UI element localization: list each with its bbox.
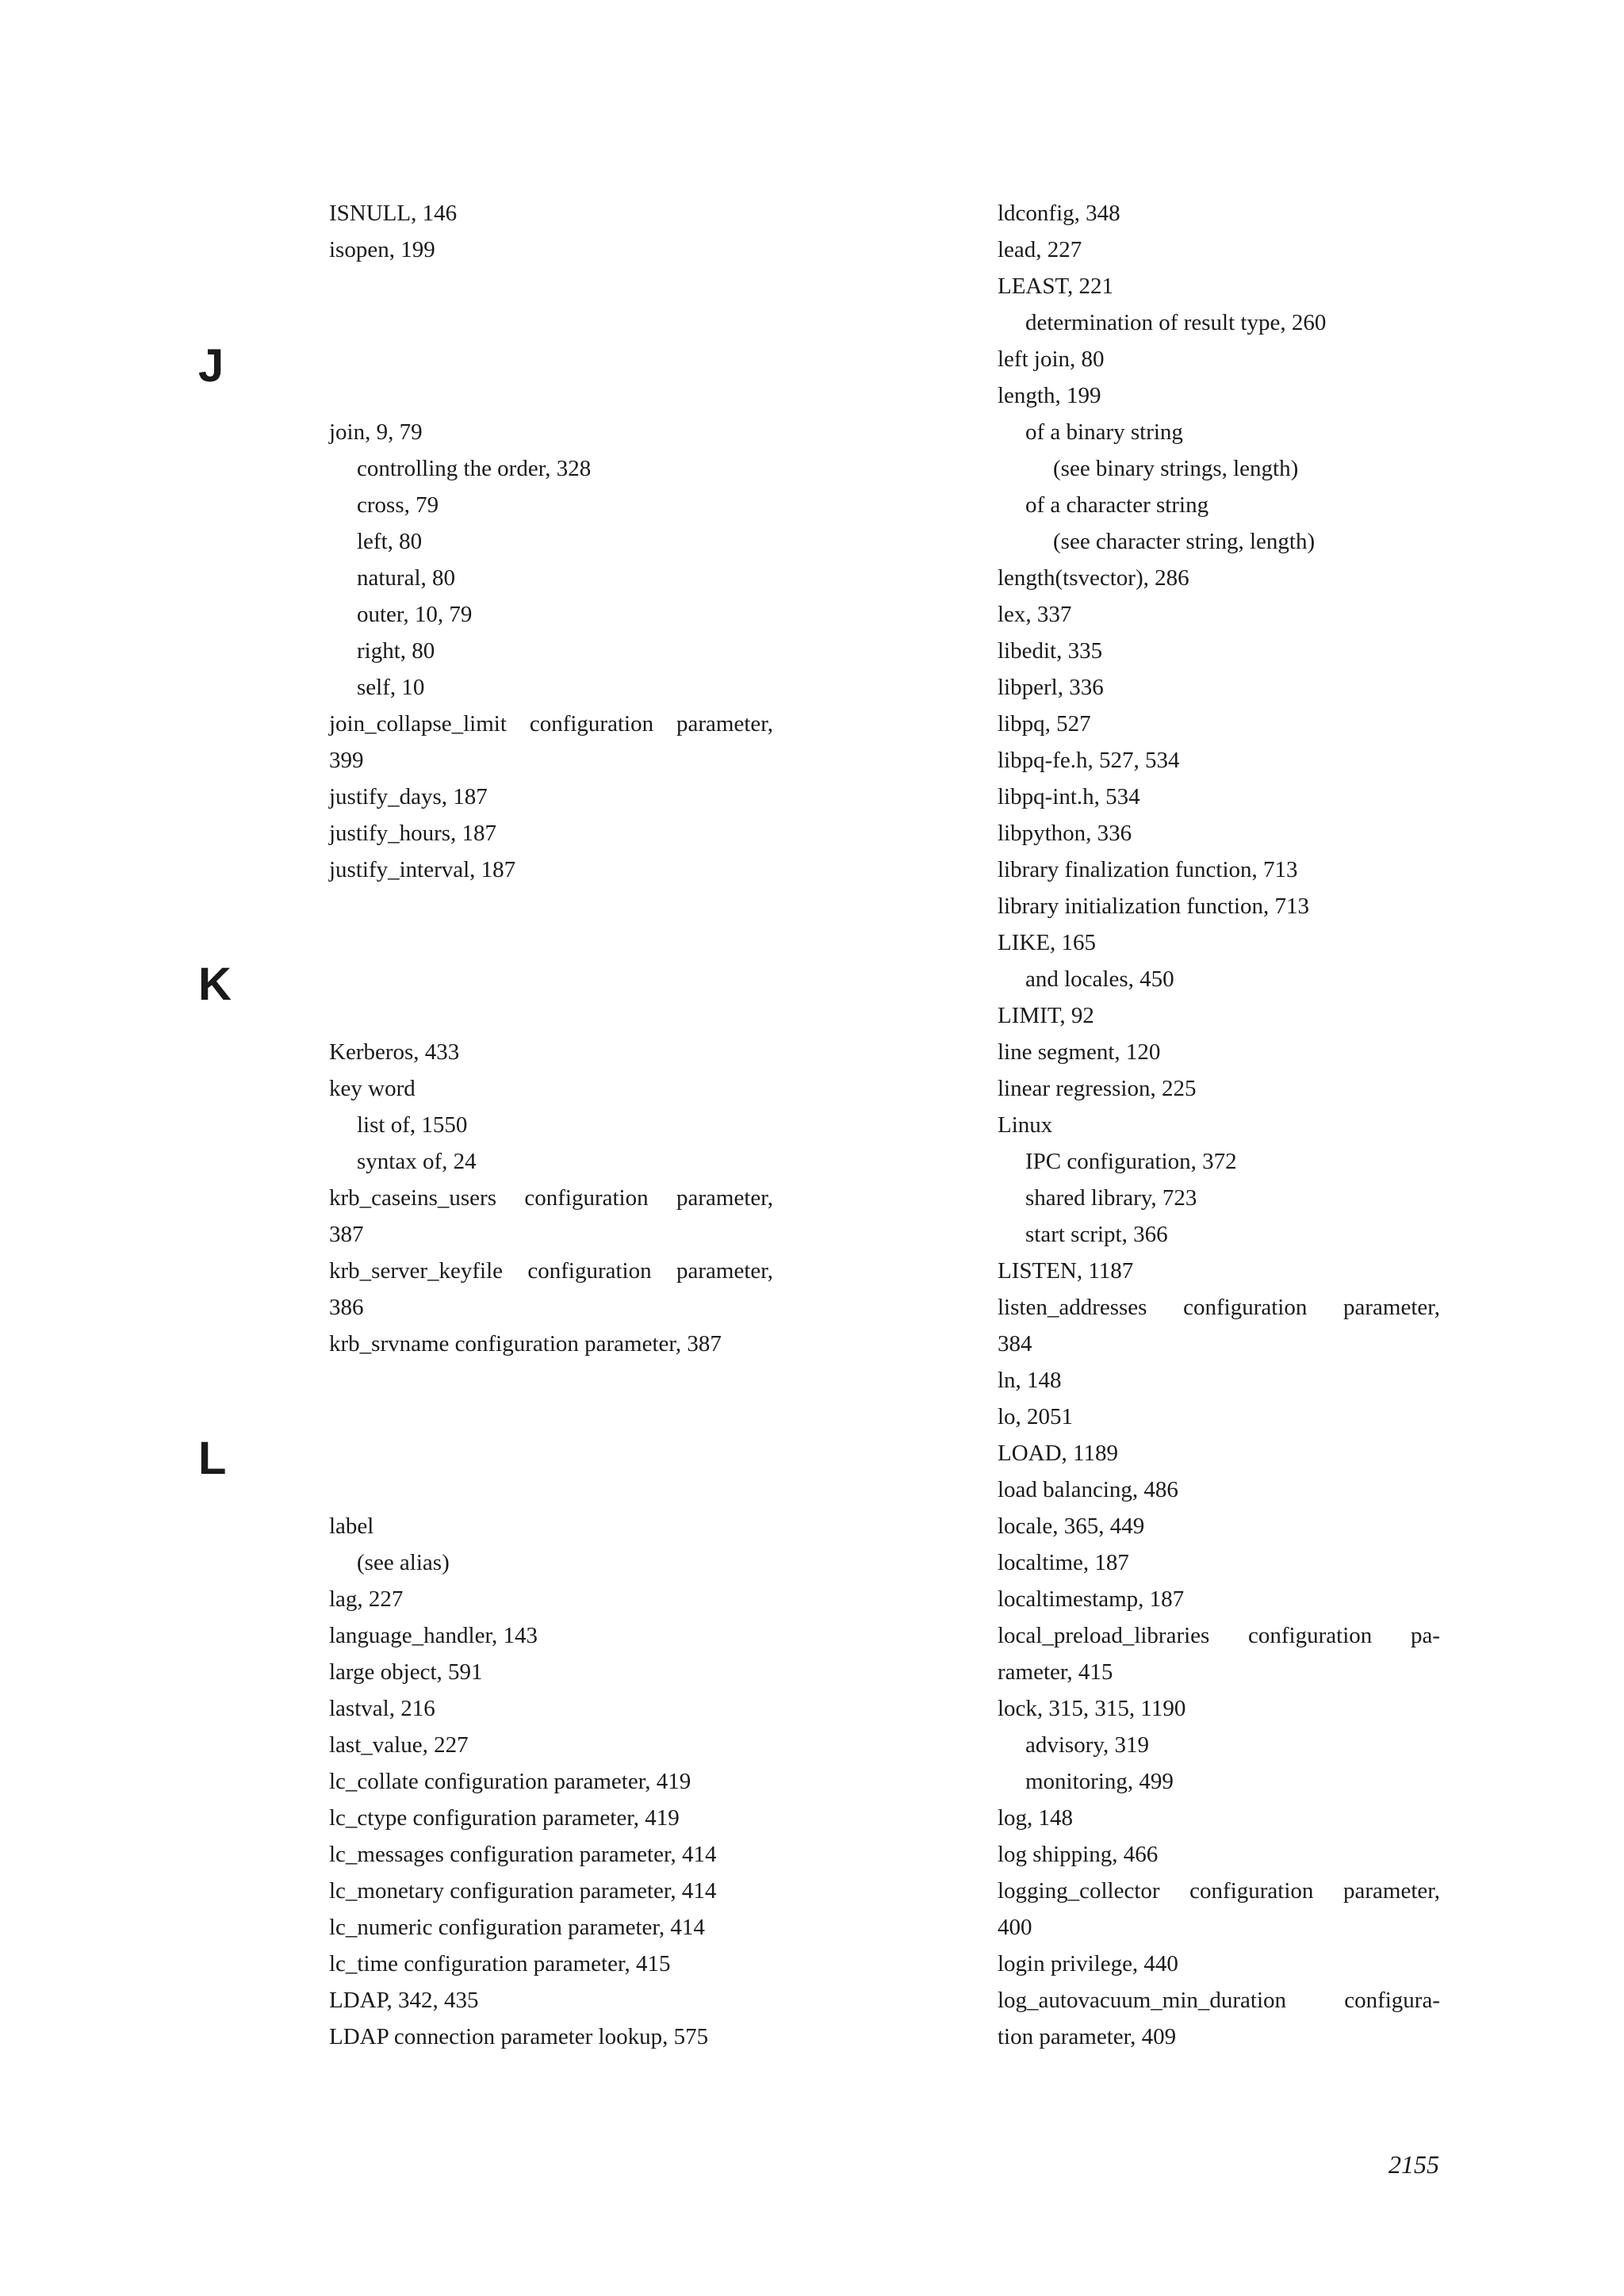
index-entry: log, 148 [998, 1805, 1074, 1831]
index-subentry: (see binary strings, length) [1053, 456, 1299, 481]
index-entry: large object, 591 [329, 1659, 483, 1685]
index-entry: LISTEN, 1187 [998, 1258, 1134, 1284]
section-spacer [329, 268, 773, 304]
index-entry: LEAST, 221 [998, 274, 1114, 299]
index-subentry: and locales, 450 [1025, 966, 1174, 992]
index-entry: lo, 2051 [998, 1404, 1074, 1429]
index-subentry: self, 10 [357, 675, 425, 700]
index-entry: Kerberos, 433 [329, 1039, 460, 1065]
index-entry: libpython, 336 [998, 821, 1132, 846]
index-subentry: list of, 1550 [357, 1112, 468, 1138]
index-entry: libpq-fe.h, 527, 534 [998, 748, 1180, 773]
index-entry: logging_collector configuration parameter, [998, 1878, 1440, 1904]
index-entry: language_handler, 143 [329, 1623, 538, 1648]
index-entry: 399 [329, 748, 364, 773]
index-entry: ldconfig, 348 [998, 201, 1120, 226]
section-spacer [329, 1362, 773, 1399]
index-entry: lex, 337 [998, 602, 1072, 627]
index-entry: local_preload_libraries configuration pa- [998, 1623, 1440, 1648]
index-subentry: of a binary string [1025, 419, 1183, 445]
index-subentry: controlling the order, 328 [357, 456, 592, 481]
section-spacer [329, 1471, 773, 1508]
index-subentry: (see character string, length) [1053, 529, 1316, 554]
index-entry: libpq-int.h, 534 [998, 784, 1140, 809]
section-letter-l: L [198, 1433, 227, 1484]
index-subentry: advisory, 319 [1025, 1732, 1149, 1758]
index-column-left [329, 195, 773, 2055]
section-letter-k: K [198, 959, 232, 1010]
index-entry: justify_interval, 187 [329, 857, 516, 882]
section-spacer [329, 377, 773, 414]
index-entry: krb_srvname configuration parameter, 387 [329, 1331, 722, 1357]
index-entry: lag, 227 [329, 1586, 404, 1612]
index-entry: libedit, 335 [998, 638, 1103, 664]
index-entry: LIMIT, 92 [998, 1003, 1094, 1028]
page-number: 2155 [1388, 2150, 1439, 2179]
index-entry: lead, 227 [998, 237, 1082, 262]
index-entry: log_autovacuum_min_duration configura- [998, 1988, 1440, 2013]
index-entry: ln, 148 [998, 1368, 1062, 1393]
index-entry: lc_messages configuration parameter, 414 [329, 1842, 717, 1867]
index-entry: lc_ctype configuration parameter, 419 [329, 1805, 680, 1831]
index-entry: LDAP, 342, 435 [329, 1988, 479, 2013]
index-entry: isopen, 199 [329, 237, 435, 262]
section-spacer [329, 341, 773, 377]
index-entry: Linux [998, 1112, 1053, 1138]
index-entry: listen_addresses configuration parameter, [998, 1295, 1440, 1320]
index-entry: log shipping, 466 [998, 1842, 1159, 1867]
index-subentry: (see alias) [357, 1550, 450, 1575]
index-entry: krb_caseins_users configuration parameter, [329, 1185, 773, 1211]
index-entry: lc_numeric configuration parameter, 414 [329, 1915, 705, 1940]
index-entry: localtime, 187 [998, 1550, 1129, 1575]
index-entry: justify_hours, 187 [329, 821, 497, 846]
index-subentry: determination of result type, 260 [1025, 310, 1327, 335]
index-entry: library initialization function, 713 [998, 894, 1310, 919]
index-entry: justify_days, 187 [329, 784, 488, 809]
index-entry: login privilege, 440 [998, 1951, 1178, 1976]
index-entry: ISNULL, 146 [329, 201, 458, 226]
index-entry: LOAD, 1189 [998, 1441, 1118, 1466]
section-spacer [329, 961, 773, 997]
index-subentry: cross, 79 [357, 492, 439, 518]
index-entry: tion parameter, 409 [998, 2024, 1177, 2049]
index-entry: left join, 80 [998, 346, 1105, 372]
section-spacer [329, 924, 773, 961]
index-entry: lock, 315, 315, 1190 [998, 1696, 1186, 1721]
index-subentry: right, 80 [357, 638, 435, 664]
index-entry: line segment, 120 [998, 1039, 1161, 1065]
index-entry: localtimestamp, 187 [998, 1586, 1185, 1612]
index-entry: locale, 365, 449 [998, 1513, 1145, 1539]
section-letter-j: J [198, 340, 224, 392]
index-entry: linear regression, 225 [998, 1076, 1197, 1101]
index-subentry: shared library, 723 [1025, 1185, 1197, 1211]
index-entry: LIKE, 165 [998, 930, 1097, 955]
index-subentry: left, 80 [357, 529, 423, 554]
index-entry: 387 [329, 1222, 364, 1247]
index-column-right [998, 195, 1440, 2055]
index-entry: LDAP connection parameter lookup, 575 [329, 2024, 709, 2049]
index-entry: libperl, 336 [998, 675, 1104, 700]
section-spacer [329, 1435, 773, 1471]
index-subentry: outer, 10, 79 [357, 602, 473, 627]
index-entry: library finalization function, 713 [998, 857, 1298, 882]
index-entry: join_collapse_limit configuration parameter, [329, 711, 773, 737]
index-entry: load balancing, 486 [998, 1477, 1178, 1502]
index-entry: last_value, 227 [329, 1732, 469, 1758]
index-entry: 386 [329, 1295, 364, 1320]
index-subentry: natural, 80 [357, 565, 456, 591]
index-subentry: monitoring, 499 [1025, 1769, 1174, 1794]
index-entry: length(tsvector), 286 [998, 565, 1189, 591]
section-spacer [329, 304, 773, 341]
index-subentry: IPC configuration, 372 [1025, 1149, 1237, 1174]
index-entry: lc_collate configuration parameter, 419 [329, 1769, 691, 1794]
index-entry: key word [329, 1076, 416, 1101]
index-entry: label [329, 1513, 374, 1539]
index-entry: join, 9, 79 [329, 419, 423, 445]
index-entry: 384 [998, 1331, 1032, 1357]
index-entry: lc_monetary configuration parameter, 414 [329, 1878, 717, 1904]
section-spacer [329, 888, 773, 924]
index-subentry: syntax of, 24 [357, 1149, 477, 1174]
index-entry: length, 199 [998, 383, 1101, 408]
index-subentry: of a character string [1025, 492, 1209, 518]
index-subentry: start script, 366 [1025, 1222, 1168, 1247]
index-entry: lastval, 216 [329, 1696, 435, 1721]
index-entry: rameter, 415 [998, 1659, 1113, 1685]
index-entry: krb_server_keyfile configuration parameter, [329, 1258, 773, 1284]
section-spacer [329, 1399, 773, 1435]
section-spacer [329, 997, 773, 1034]
index-entry: lc_time configuration parameter, 415 [329, 1951, 671, 1976]
index-entry: 400 [998, 1915, 1032, 1940]
index-entry: libpq, 527 [998, 711, 1091, 737]
